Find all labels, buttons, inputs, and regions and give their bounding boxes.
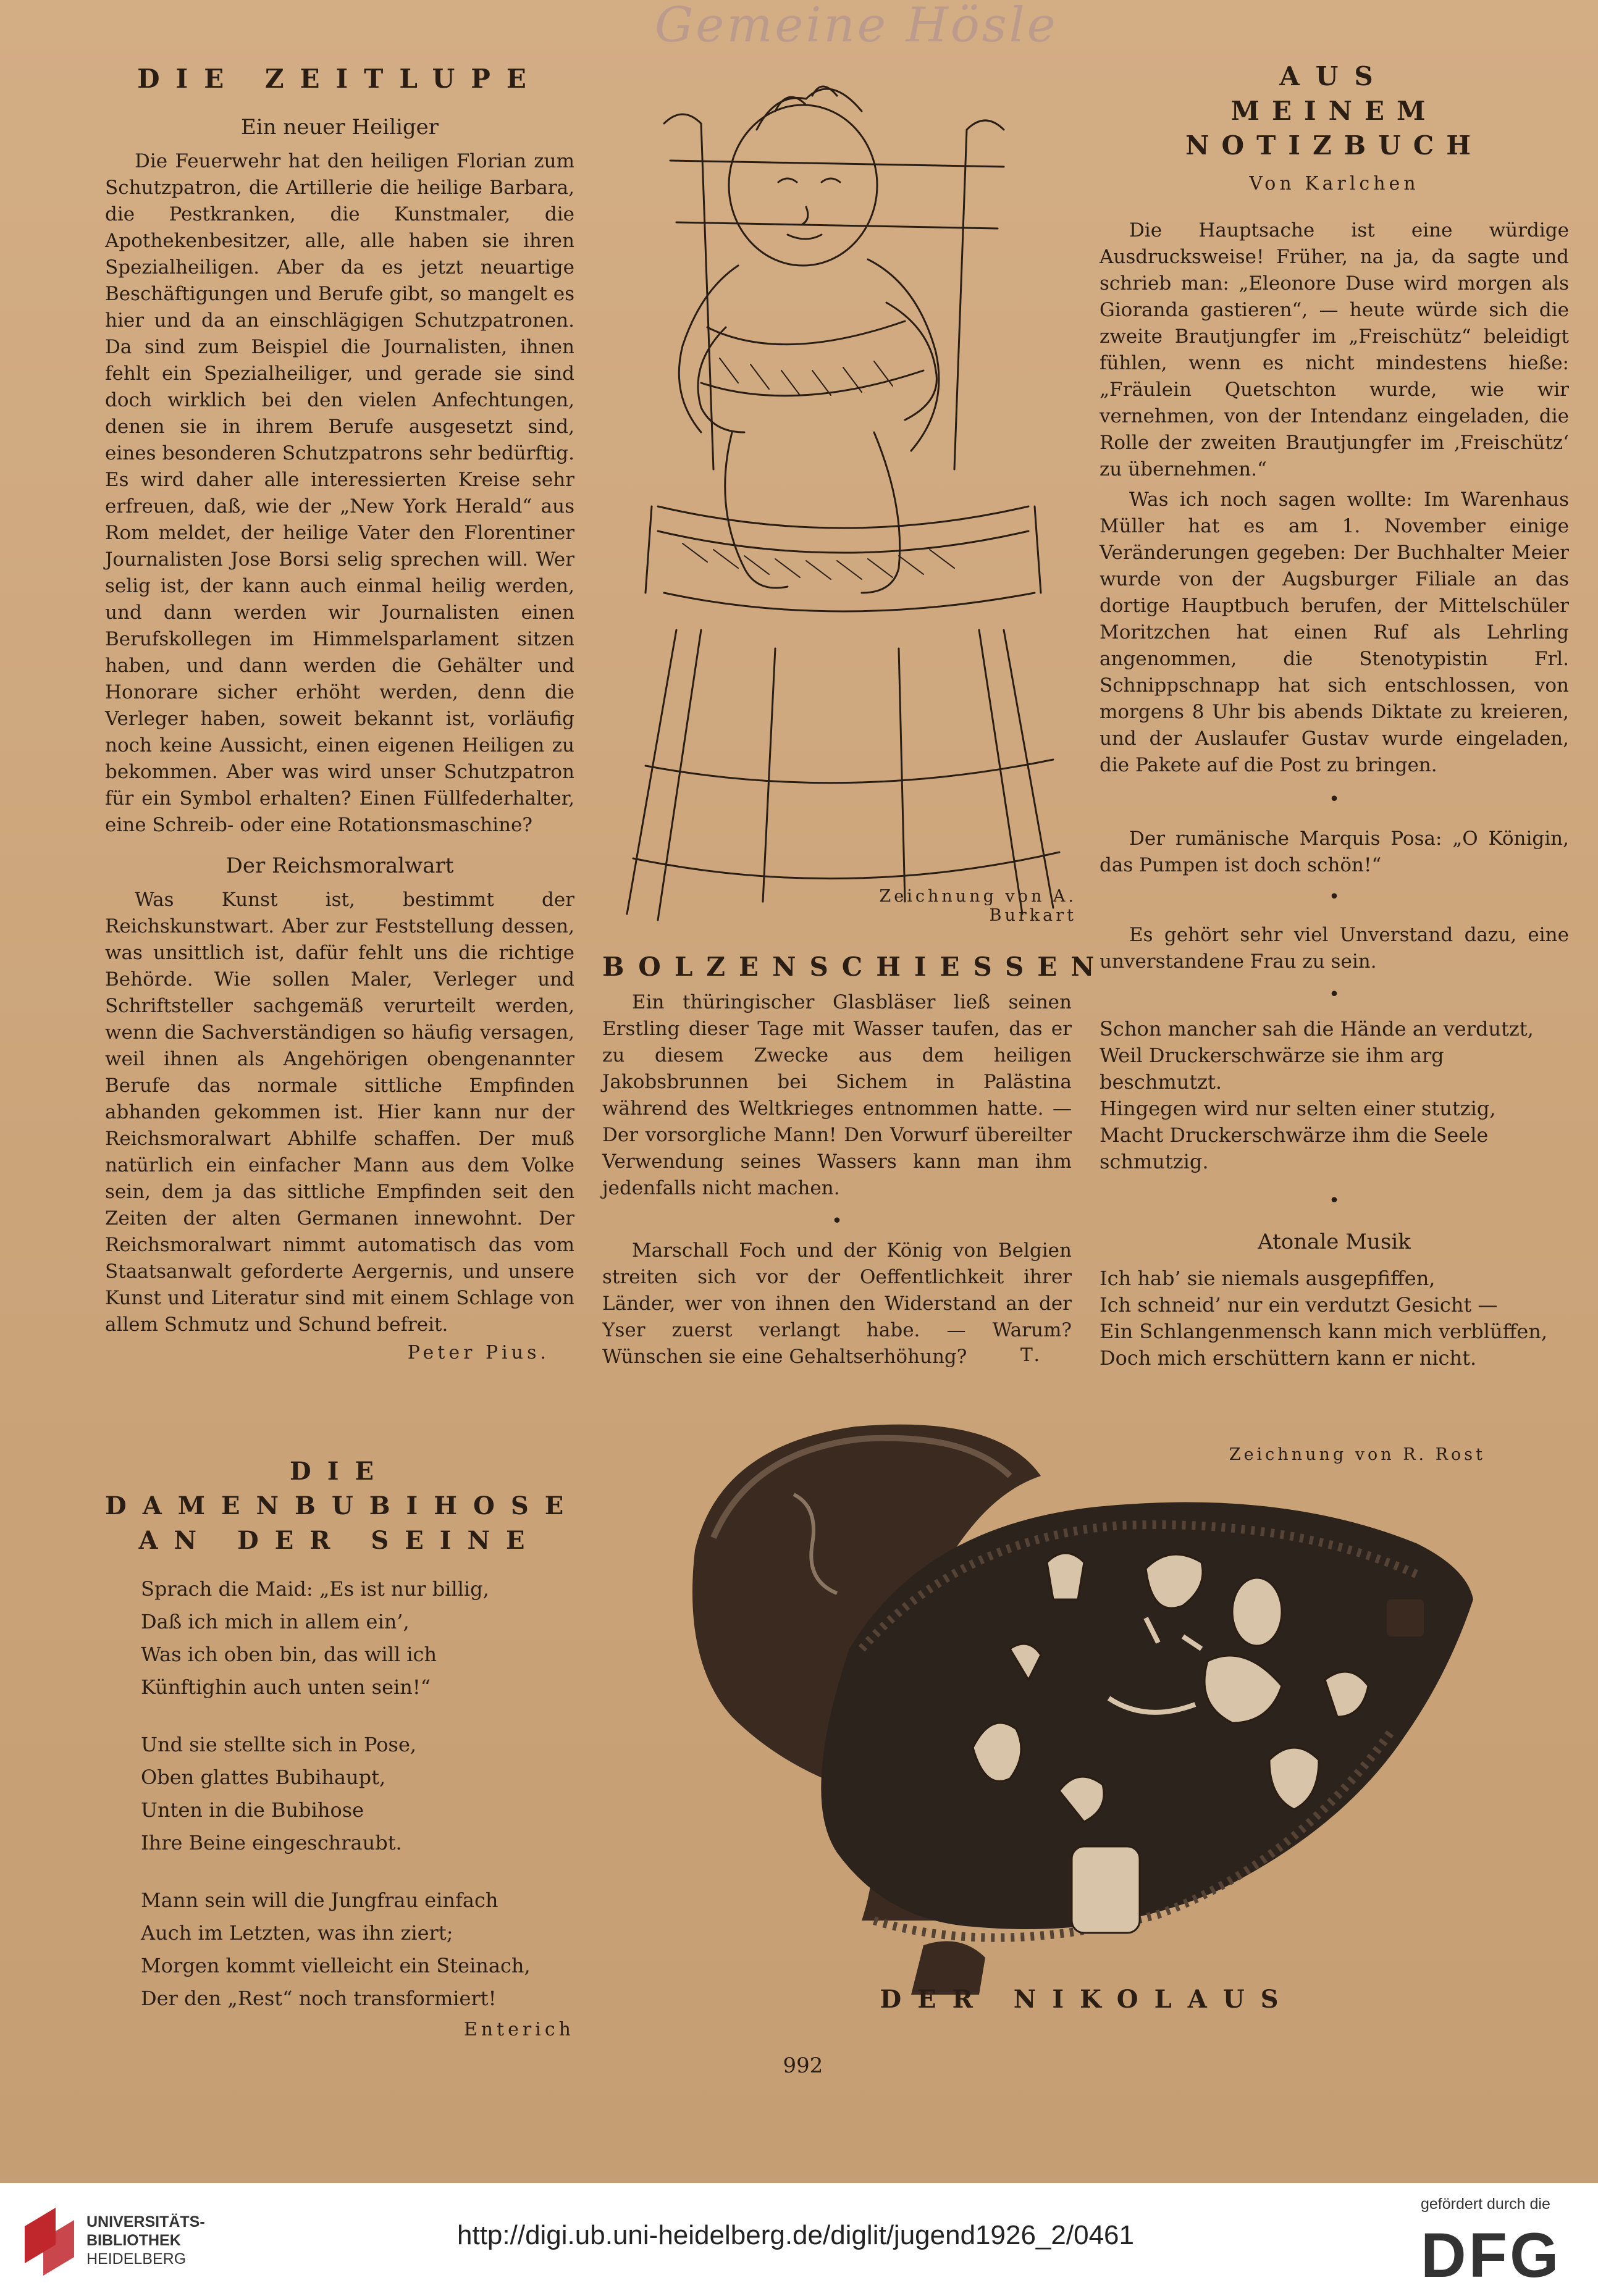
heiliger-subhead: Ein neuer Heiliger	[240, 115, 439, 140]
notizbuch-paragraph-2: Was ich noch sagen wollte: Im Warenhaus Müller hat es am 1. November einige Veränderungen gegeben: Der Buchhalter Meier wurde von der Augsburger Filiale an das dortige Hauptbuch berufen, der Mittelschüler Moritzchen hat einen Ruf als Lehrling angenommen, die Stenotypistin Frl. Schnippschnapp hat sich entschlossen, von morgens 8 Uhr bis abends Diktate zu kreieren, und der Auslaufer Gustav wurde eingeladen, die Pakete auf die Post zu bringen.	[1100, 488, 1569, 776]
druckerschwaerze-verse	[1100, 1016, 1569, 1175]
verse-line: Weil Druckerschwärze sie ihm arg beschmutzt.	[1100, 1044, 1444, 1094]
separator: •	[1329, 789, 1340, 810]
verse-line: Auch im Letzten, was ihn ziert;	[141, 1921, 453, 1945]
damenbubihose-headline-line1: DIE DAMENBUBIHOSE	[105, 1457, 580, 1520]
zeitlupe-article	[105, 62, 574, 1364]
atonale-musik-title: Atonale Musik	[1258, 1230, 1411, 1254]
poem-stanzas	[105, 1573, 574, 2015]
verse-line: Doch mich erschüttern kann er nicht.	[1100, 1346, 1477, 1370]
university-name-line: BIBLIOTHEK	[86, 2232, 181, 2249]
baby-highchair-illustration	[608, 37, 1078, 926]
nikolaus-title: DER NIKOLAUS	[880, 1985, 1295, 2014]
notizbuch-paragraph-4: Es gehört sehr viel Unverstand dazu, eine unverstandene Frau zu sein.	[1100, 924, 1569, 973]
verse-line: Was ich oben bin, das will ich	[141, 1643, 437, 1666]
damenbubihose-signature: Enterich	[463, 2019, 574, 2040]
verse-line: Mann sein will die Jungfrau einfach	[141, 1888, 498, 1912]
dfg-logo: DFG	[1421, 2220, 1562, 2290]
verse-line: Hingegen wird nur selten einer stutzig,	[1100, 1097, 1496, 1120]
funding-note: gefördert durch die	[1421, 2195, 1550, 2213]
verse-line: Oben glattes Bubihaupt,	[141, 1766, 386, 1789]
separator: •	[1329, 1190, 1340, 1212]
notizbuch-article	[1100, 59, 1569, 1372]
verse-line: Morgen kommt vielleicht ein Steinach,	[141, 1954, 531, 1977]
bolzen-paragraph-1: Ein thüringischer Glasbläser ließ seinen Erstling dieser Tage mit Wasser taufen, das er zu diesem Zwecke aus dem heiligen Jakobsbrunnen bei Sichem in Palästina während des Weltkrieges entnommen hatte. — Der vorsorgliche Mann! Den Vorwurf übereilter Verwendung seines Wassers kann man ihm jedenfalls nicht machen.	[602, 991, 1072, 1199]
university-name-line: HEIDELBERG	[86, 2250, 187, 2268]
zeitlupe-headline: DIE ZEITLUPE	[137, 64, 542, 94]
heiliger-text: Die Feuerwehr hat den heiligen Florian zum Schutzpatron, die Artillerie die heilige Barbara, die Pestkranken, die Kunstmaler, die Apothekenbesitzer, alle, alle haben sie ihren Spezialheiligen. Aber da es jetzt neuartige Beschäftigungen und Berufe gibt, so mangelt es hier und da an einschlägigen Schutzpatronen. Da sind zum Beispiel die Journalisten, ihnen fehlt ein Spezialheiliger, und gerade sie sind doch wirklich bei den vielen Anfechtungen, denen sie in ihrem Berufe ausgesetzt sind, eines besonderen Schutzpatrons sehr bedürftig. Es wird daher alle interessierten Kreise sehr erfreuen, daß, wie der „New York Herald“ aus Rom meldet, der heilige Vater den Florentiner Journalisten Jose Borsi selig sprechen will. Wer selig ist, der kann auch einmal heilig werden, und dann werden wir Journalisten einen Berufskollegen im Himmelsparlament sitzen haben, und dann werden die Gehälter und Honorare sicher erhöht werden, denn die Verleger haben, soweit bekannt ist, vorläufig noch keine Aussicht, einen eigenen Heiligen zu bekommen. Aber was wird unser Schutzpatron für ein Symbol erhalten? Einen Füllfederhalter, eine Schreib- oder eine Rotationsmaschine?	[105, 150, 574, 836]
verse-line: Ihre Beine eingeschraubt.	[141, 1831, 402, 1854]
damenbubihose-poem	[105, 1454, 580, 2040]
verse-line: Macht Druckerschwärze ihm die Seele schmutzig.	[1100, 1123, 1489, 1173]
bolzenschiessen-headline: BOLZENSCHIESSEN	[602, 952, 1108, 982]
bolzen-paragraph-2: Marschall Foch und der König von Belgien streiten sich vor der Oeffentlichkeit ihrer Länder, wer von ihnen den Widerstand an der Yser zuerst verlangt habe. — Warum? Wünschen sie eine Gehaltserhöhung?	[602, 1239, 1072, 1368]
stanza	[141, 1884, 574, 2015]
verse-line: Künftighin auch unten sein!“	[141, 1675, 431, 1699]
burkart-caption: Zeichnung von A. Burkart	[879, 887, 1077, 925]
verse-line: Unten in die Bubihose	[141, 1798, 364, 1822]
verse-line: Schon mancher sah die Hände an verdutzt,	[1100, 1017, 1534, 1041]
notizbuch-byline: Von Karlchen	[1249, 173, 1419, 195]
bolzen-signature: T.	[1020, 1344, 1043, 1366]
verse-line: Und sie stellte sich in Pose,	[141, 1733, 417, 1756]
university-logo-icon	[19, 2202, 80, 2276]
atonale-musik-verse	[1100, 1265, 1569, 1372]
rost-caption: Zeichnung von R. Rost	[1229, 1445, 1486, 1464]
reichsmoralwart-subhead: Der Reichsmoralwart	[225, 853, 454, 878]
stanza	[141, 1728, 574, 1859]
verse-line: Daß ich mich in allem ein’,	[141, 1610, 410, 1633]
handwritten-note: Gemeine Hösle	[655, 0, 1058, 53]
notizbuch-headline-line2: MEINEM NOTIZBUCH	[1185, 96, 1483, 161]
source-url-link[interactable]: http://digi.ub.uni-heidelberg.de/diglit/jugend1926_2/0461	[457, 2220, 1134, 2250]
reichsmoralwart-text: Was Kunst ist, bestimmt der Reichskunstwart. Aber zur Feststellung dessen, was unsittlich ist, dafür fehlt uns die richtige Behörde. Wie sollen Maler, Verleger und Schriftsteller sachgemäß verurteilt werden, wenn die Sachverständigen so häufig versagen, weil ihnen als Angehörigen obengenannter Berufe das normale sittliche Empfinden abhanden gekommen ist. Hier kann nur der Reichsmoralwart Abhilfe schaffen. Der muß natürlich ein einfacher Mann aus dem Volke sein, dem ja das sittliche Empfinden seit den Zeiten der alten Germanen innewohnt. Der Reichsmoralwart nimmt automatisch das vom Staatsanwalt geforderte Aergernis, und unsere Kunst und Literatur sind mit einem Schlage von allem Schmutz und Schund befreit.	[105, 889, 574, 1336]
notizbuch-paragraph-3: Der rumänische Marquis Posa: „O Königin, das Pumpen ist doch schön!“	[1100, 827, 1569, 876]
notizbuch-headline-line1: AUS	[1279, 61, 1389, 91]
separator: •	[1329, 886, 1340, 908]
stanza	[141, 1573, 574, 1704]
bolzenschiessen-article	[602, 950, 1108, 1368]
verse-line: Der den „Rest“ noch transformiert!	[141, 1987, 497, 2010]
verse-line: Sprach die Maid: „Es ist nur billig,	[141, 1577, 489, 1601]
separator: •	[831, 1210, 843, 1232]
university-name	[86, 2213, 205, 2268]
verse-line: Ich hab’ sie niemals ausgepfiffen,	[1100, 1267, 1436, 1290]
verse-line: Ich schneid’ nur ein verdutzt Gesicht —	[1100, 1293, 1498, 1317]
notizbuch-paragraph-1: Die Hauptsache ist eine würdige Ausdrucksweise! Früher, na ja, da sagte und schrieb man: „Eleonore Duse wird morgen als Gioranda gastieren“, — heute würde sich die zweite Brautjungfer im „Freischütz“ beleidigt fühlen, wenn es nicht mindestens hieße: „Fräulein Quetschton wurde, wie wir vernehmen, von der Intendanz eingeladen, die Rolle der zweiten Brautjungfer im ‚Freischütz‘ zu übernehmen.“	[1100, 219, 1569, 480]
nikolaus-drawing	[676, 1414, 1492, 2007]
digitization-footer	[0, 2183, 1598, 2296]
university-name-line: UNIVERSITÄTS-	[86, 2213, 205, 2231]
separator: •	[1329, 984, 1340, 1005]
nikolaus-illustration	[676, 1414, 1492, 2007]
zeitlupe-signature: Peter Pius.	[407, 1342, 550, 1364]
baby-drawing	[608, 37, 1078, 926]
verse-line: Ein Schlangenmensch kann mich verblüffen,	[1100, 1320, 1548, 1343]
damenbubihose-headline-line2: AN DER SEINE	[138, 1526, 541, 1555]
page-number: 992	[783, 2053, 823, 2078]
